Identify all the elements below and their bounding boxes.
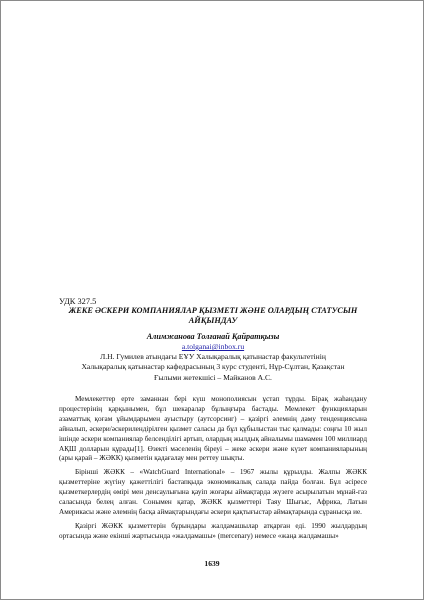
affiliation-line: Халықаралық қатынастар кафедрасының 3 курс студенті, Нұр-Сұлтан, Қазақстан	[81, 362, 345, 372]
author-affiliation	[59, 352, 367, 383]
page-number: 1639	[204, 559, 220, 568]
affiliation-line: Л.Н. Гумилев атындағы ЕҰУ Халықаралық қатынастар факультетінің	[100, 352, 326, 361]
affiliation-line: Ғылыми жетекшісі – Майканов А.С.	[154, 372, 272, 382]
article-body	[59, 395, 367, 546]
body-paragraph: Мемлекеттер ерте заманнан бері күш монополиясын ұстап тұрды. Бірақ жаһандану процестерінің қарқынымен, бұл шекаралар бұлыңғыра бастады. Мемлекет функцияларын азаматтық қоғам ұйымдарымен ауыстыру (аутсорсинг) – қазіргі әлемнің даму тенденциясына айналып, әскери/әскерилендірілген қызмет саласы да бұл құбылыстан тыс қалмады: соңғы 10 жыл ішінде әскери компаниялар белсенділігі артып, олардың жылдық айналымы шамамен 100 миллиард АҚШ долларын құрады[1]. Өзекті мәселенің біреуі – жеке әскери және күзет компанияларының (ары қарай – ЖӘКК) қызметін қадағалау мен реттеу шықты.	[59, 395, 367, 463]
udc-code: УДК 327.5	[59, 297, 97, 306]
author-email-link[interactable]: a.tolganai@inbox.ru	[181, 342, 245, 351]
body-paragraph: Бірінші ЖӘКК – «WatchGuard International» – 1967 жылы құрылды. Жалпы ЖӘКК қызметтеріне жүгіну қажеттілігі бастапқыда экономикалық салада пайда болған. Бұл әсіресе қызметкерлердің өмірі мен денсаулығына қауіп жоғары аймақтарда жүзеге асырылатын мұнай-газ саласында белең алған. Сонымен қатар, ЖӘКК қызметтері Таяу Шығыс, Африка, Латын Америкасы және әлемнің басқа аймақтарындағы әскери қақтығыстар аймақтарында сұранысқа ие.	[59, 468, 367, 516]
article-title: ЖЕКЕ ӘСКЕРИ КОМПАНИЯЛАР ҚЫЗМЕТІ ЖӘНЕ ОЛАРДЫҢ СТАТУСЫН АЙҚЫНДАУ	[68, 306, 358, 326]
author-name: Алимжанова Толғанай Қайратқызы	[146, 332, 280, 341]
body-paragraph: Қазіргі ЖӘКК қызметтерін бұрындары жалдамашылар атқарған еді. 1990 жылдардың ортасында және екінші жартысында «жалдамашы» (mercenary) немесе «жаңа жалдамашы»	[59, 521, 367, 540]
